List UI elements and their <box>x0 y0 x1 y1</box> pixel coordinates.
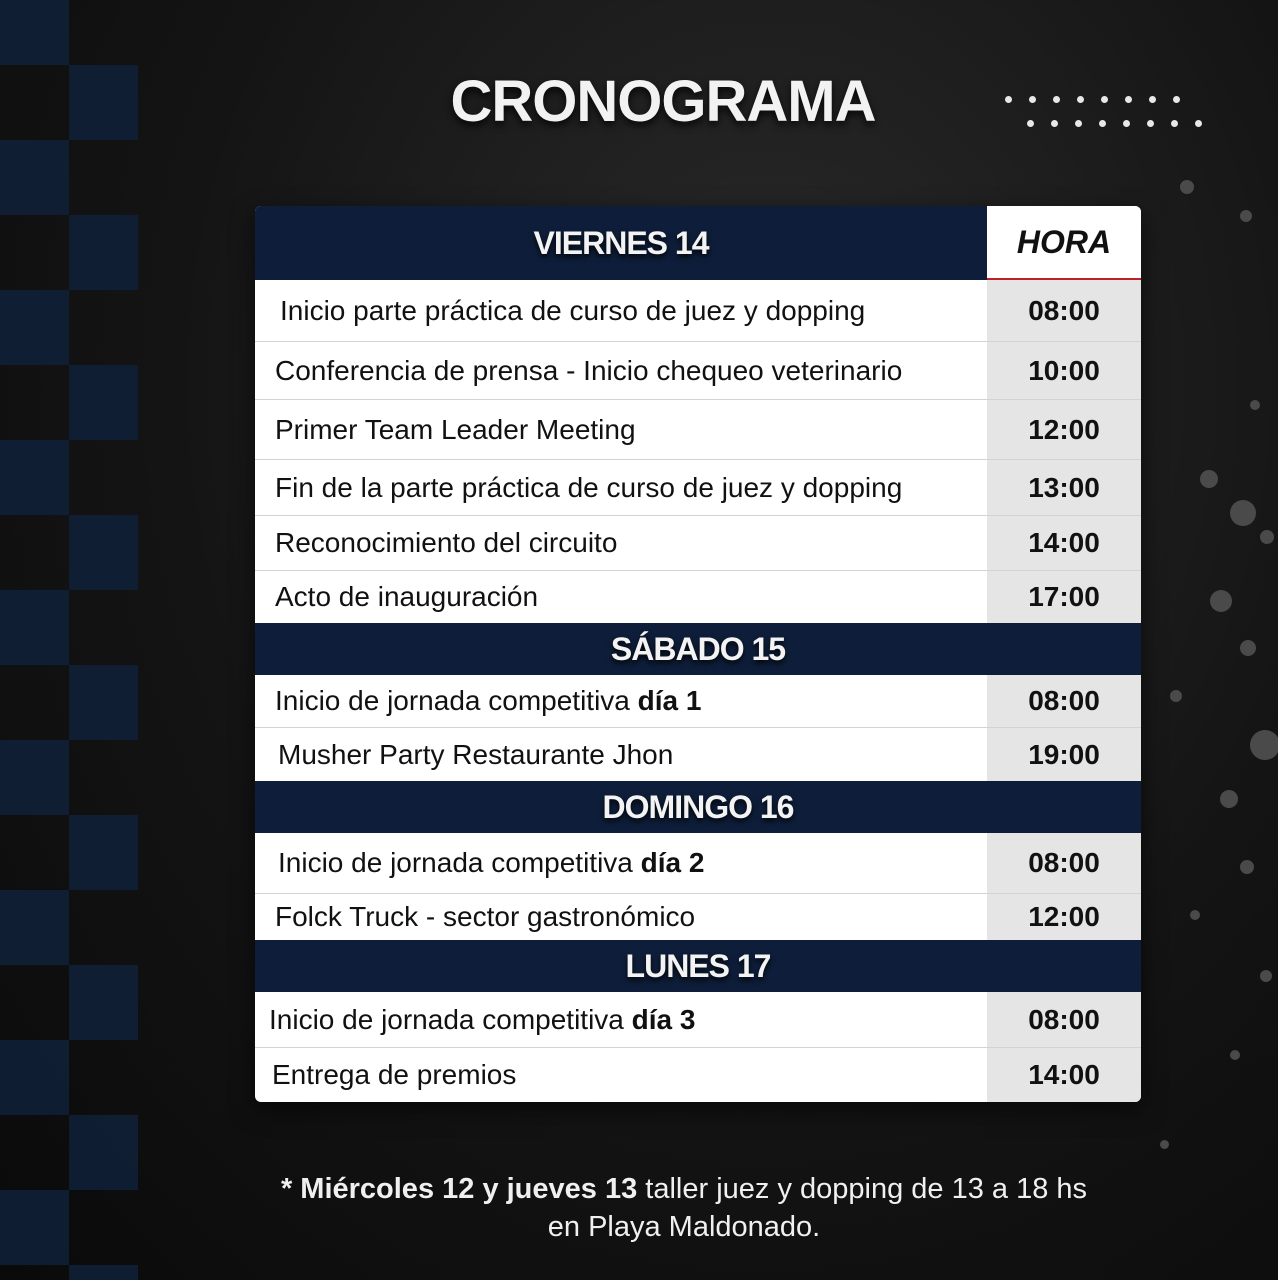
checkered-flag-pattern <box>0 0 138 1280</box>
checker-square <box>69 1265 138 1280</box>
splatter-spot <box>1230 500 1256 526</box>
checker-square <box>0 0 69 65</box>
table-row <box>255 400 1141 460</box>
activity-cell: Folck Truck - sector gastronómico <box>275 901 696 932</box>
table-row <box>255 992 1141 1048</box>
activity-cell: Musher Party Restaurante Jhon <box>278 738 674 770</box>
activity-cell: Inicio parte práctica de curso de juez y dopping <box>280 294 866 326</box>
time-cell: 13:00 <box>987 460 1141 515</box>
time-cell: 17:00 <box>987 571 1141 623</box>
day-header-sunday: DOMINGO 16 <box>255 781 1141 833</box>
checker-square <box>69 665 138 740</box>
activity-text: Inicio de jornada competitiva <box>269 1003 624 1035</box>
footnote-text: taller juez y dopping de 13 a 18 hs <box>637 1173 1088 1205</box>
checker-square <box>69 365 138 440</box>
splatter-spot <box>1250 400 1260 410</box>
splatter-spot <box>1200 470 1218 488</box>
table-row <box>255 571 1141 623</box>
splatter-spot <box>1240 860 1254 874</box>
activity-cell: Entrega de premios <box>272 1059 517 1090</box>
page-title: CRONOGRAMA <box>450 69 876 134</box>
activity-cell: Fin de la parte práctica de curso de juez y dopping <box>275 471 903 503</box>
checker-square <box>69 965 138 1040</box>
table-row <box>255 460 1141 516</box>
table-row <box>255 894 1141 940</box>
checker-square <box>0 1040 69 1115</box>
day-header-saturday: SÁBADO 15 <box>255 623 1141 675</box>
activity-cell: Conferencia de prensa - Inicio chequeo veterinario <box>275 354 903 386</box>
checker-square <box>0 890 69 965</box>
activity-cell <box>255 992 987 1047</box>
table-row <box>255 1048 1141 1102</box>
time-cell: 08:00 <box>987 280 1141 341</box>
footnote-star: * <box>280 1173 301 1205</box>
paint-splatter <box>1140 170 1278 1170</box>
activity-cell: Primer Team Leader Meeting <box>275 413 636 445</box>
checker-square <box>0 290 69 365</box>
splatter-spot <box>1240 640 1256 656</box>
splatter-spot <box>1230 1050 1240 1060</box>
time-cell: 08:00 <box>987 833 1141 893</box>
schedule-table <box>255 206 1141 1102</box>
splatter-spot <box>1170 690 1182 702</box>
splatter-spot <box>1180 180 1194 194</box>
footnote-bold: Miércoles 12 y jueves 13 <box>300 1173 638 1205</box>
hora-header: HORA <box>987 206 1141 280</box>
activity-day-bold: día 1 <box>637 685 702 716</box>
time-cell: 12:00 <box>987 400 1141 459</box>
splatter-spot <box>1240 210 1252 222</box>
splatter-spot <box>1160 1140 1169 1149</box>
checker-square <box>69 815 138 890</box>
time-cell: 10:00 <box>987 342 1141 399</box>
footnote <box>0 1170 1278 1246</box>
table-row <box>255 342 1141 400</box>
splatter-spot <box>1190 910 1200 920</box>
time-cell: 14:00 <box>987 1048 1141 1102</box>
footnote-line2: en Playa Maldonado. <box>547 1211 821 1243</box>
splatter-spot <box>1210 590 1232 612</box>
checker-square <box>69 215 138 290</box>
activity-cell <box>255 833 987 893</box>
time-cell: 12:00 <box>987 894 1141 940</box>
activity-cell <box>255 675 987 727</box>
day-header-friday: VIERNES 14 <box>255 206 987 280</box>
time-cell: 19:00 <box>987 728 1141 781</box>
table-row <box>255 675 1141 728</box>
time-cell: 08:00 <box>987 675 1141 727</box>
activity-text: Inicio de jornada competitiva <box>275 685 630 716</box>
checker-square <box>69 515 138 590</box>
activity-cell: Reconocimiento del circuito <box>275 527 618 558</box>
activity-day-bold: día 2 <box>640 847 705 878</box>
checker-square <box>0 140 69 215</box>
table-row <box>255 833 1141 894</box>
checker-square <box>0 440 69 515</box>
table-row <box>255 280 1141 342</box>
time-cell: 08:00 <box>987 992 1141 1047</box>
splatter-spot <box>1260 970 1272 982</box>
splatter-spot <box>1260 530 1274 544</box>
checker-square <box>0 740 69 815</box>
table-row <box>255 516 1141 571</box>
activity-day-bold: día 3 <box>631 1003 696 1035</box>
activity-cell: Acto de inauguración <box>275 581 539 612</box>
day-header-monday: LUNES 17 <box>255 940 1141 992</box>
table-row <box>255 728 1141 781</box>
time-cell: 14:00 <box>987 516 1141 570</box>
splatter-spot <box>1250 730 1278 760</box>
checker-square <box>0 590 69 665</box>
activity-text: Inicio de jornada competitiva <box>278 847 633 878</box>
splatter-spot <box>1220 790 1238 808</box>
